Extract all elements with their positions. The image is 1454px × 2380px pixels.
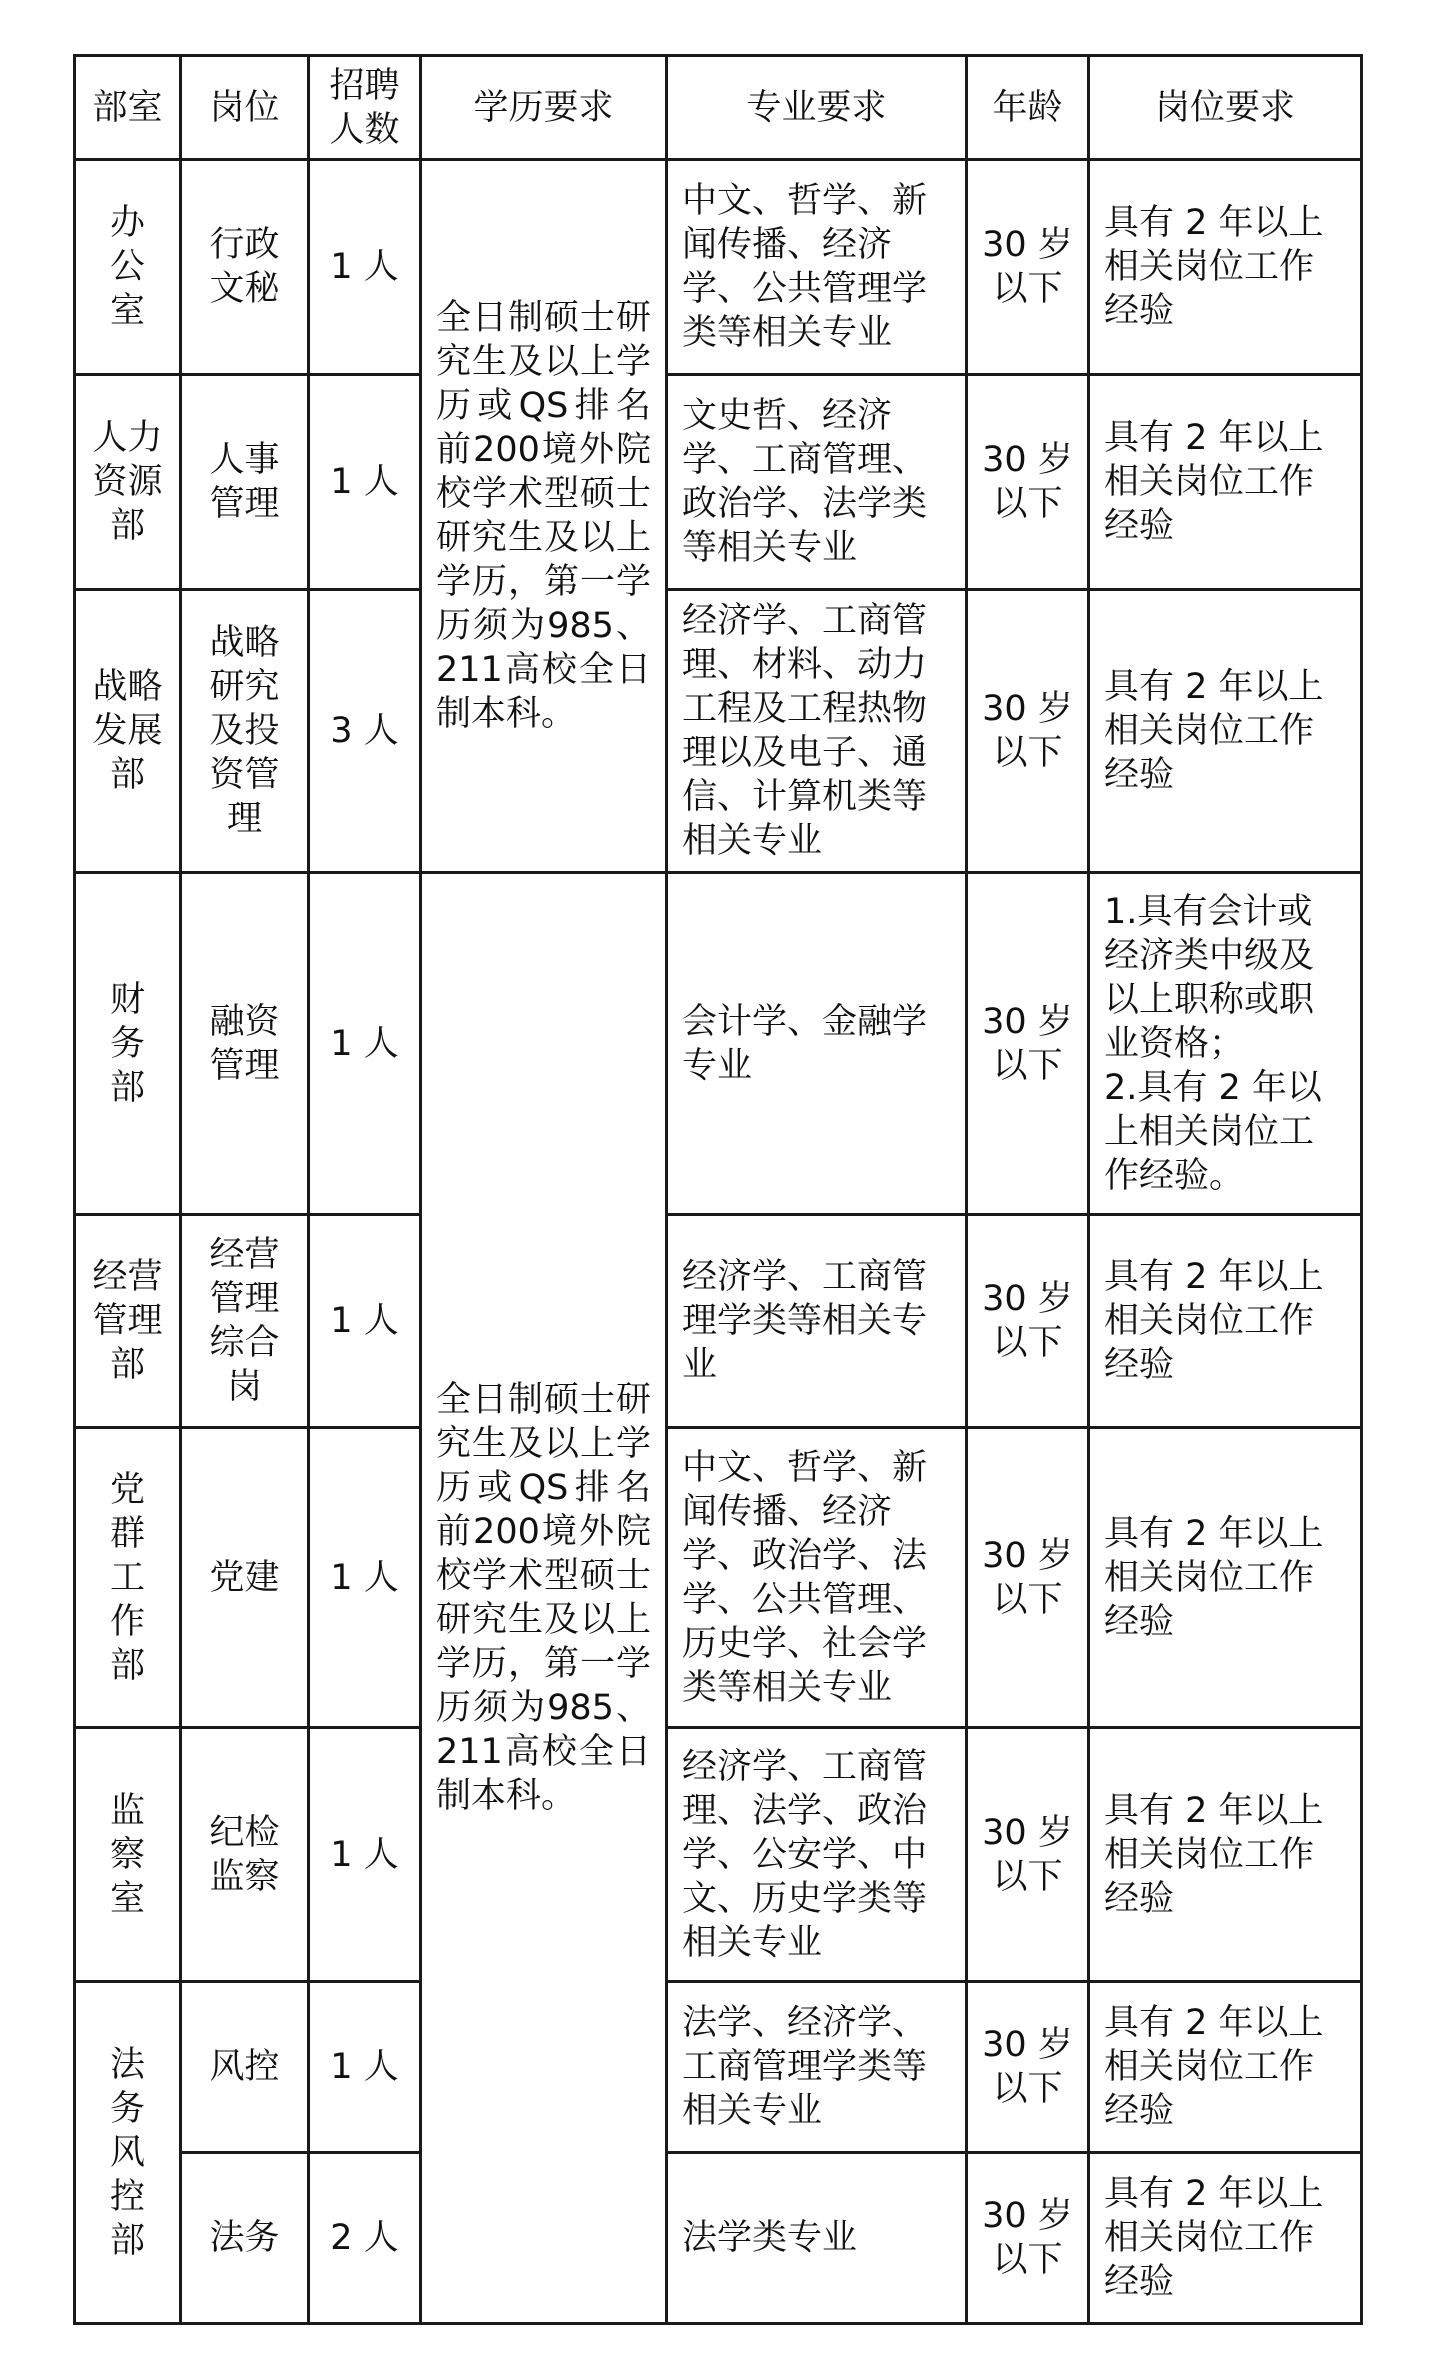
- requirement-cell: 具有 2 年以上相关岗位工作经验: [1089, 375, 1362, 590]
- age-cell: 30 岁 以下: [967, 1215, 1089, 1428]
- header-education: 学历要求: [421, 56, 667, 160]
- post-cell: 法务: [181, 2153, 309, 2324]
- table-row: [75, 160, 1362, 375]
- age-cell: 30 岁 以下: [967, 2153, 1089, 2324]
- dept-cell: 战略 发展 部: [75, 590, 181, 873]
- requirement-cell: 具有 2 年以上相关岗位工作经验: [1089, 1428, 1362, 1728]
- count-cell: 1 人: [309, 1982, 421, 2153]
- table-row: [75, 873, 1362, 1215]
- count-cell: 1 人: [309, 873, 421, 1215]
- post-cell: 战略 研究 及投 资管 理: [181, 590, 309, 873]
- count-cell: 1 人: [309, 375, 421, 590]
- major-cell: 经济学、工商管理、材料、动力工程及工程热物理以及电子、通信、计算机类等相关专业: [667, 590, 967, 873]
- age-cell: 30 岁 以下: [967, 590, 1089, 873]
- requirement-cell: 具有 2 年以上相关岗位工作经验: [1089, 160, 1362, 375]
- count-cell: 3 人: [309, 590, 421, 873]
- dept-cell: 财 务 部: [75, 873, 181, 1215]
- post-cell: 人事 管理: [181, 375, 309, 590]
- post-cell: 融资 管理: [181, 873, 309, 1215]
- table-row: [75, 590, 1362, 873]
- table-row: [75, 2153, 1362, 2324]
- header-count: 招聘 人数: [309, 56, 421, 160]
- table-row: [75, 1728, 1362, 1982]
- education-cell: 全日制硕士研究生及以上学历或QS排名前200境外院校学术型硕士研究生及以上学历，第一学历须为985、211高校全日制本科。: [421, 160, 667, 873]
- header-dept: 部室: [75, 56, 181, 160]
- major-cell: 中文、哲学、新闻传播、经济学、公共管理学类等相关专业: [667, 160, 967, 375]
- education-cell: 全日制硕士研究生及以上学历或QS排名前200境外院校学术型硕士研究生及以上学历，第一学历须为985、211高校全日制本科。: [421, 873, 667, 2324]
- count-cell: 1 人: [309, 1428, 421, 1728]
- major-cell: 经济学、工商管理学类等相关专业: [667, 1215, 967, 1428]
- requirement-cell: 具有 2 年以上相关岗位工作经验: [1089, 1728, 1362, 1982]
- table-row: [75, 1215, 1362, 1428]
- recruitment-table: [73, 54, 1363, 2325]
- age-cell: 30 岁 以下: [967, 1982, 1089, 2153]
- header-major: 专业要求: [667, 56, 967, 160]
- major-cell: 法学类专业: [667, 2153, 967, 2324]
- age-cell: 30 岁 以下: [967, 873, 1089, 1215]
- major-cell: 中文、哲学、新闻传播、经济学、政治学、法学、公共管理、历史学、社会学类等相关专业: [667, 1428, 967, 1728]
- post-cell: 党建: [181, 1428, 309, 1728]
- header-age: 年龄: [967, 56, 1089, 160]
- requirement-cell: 具有 2 年以上相关岗位工作经验: [1089, 1982, 1362, 2153]
- header-row: [75, 56, 1362, 160]
- requirement-cell: 1.具有会计或经济类中级及以上职称或职业资格； 2.具有 2 年以上相关岗位工作经验。: [1089, 873, 1362, 1215]
- major-cell: 经济学、工商管理、法学、政治学、公安学、中文、历史学类等相关专业: [667, 1728, 967, 1982]
- major-cell: 法学、经济学、工商管理学类等相关专业: [667, 1982, 967, 2153]
- table-row: [75, 1428, 1362, 1728]
- major-cell: 会计学、金融学专业: [667, 873, 967, 1215]
- post-cell: 行政 文秘: [181, 160, 309, 375]
- dept-cell: 办 公 室: [75, 160, 181, 375]
- count-cell: 1 人: [309, 1215, 421, 1428]
- post-cell: 风控: [181, 1982, 309, 2153]
- count-cell: 2 人: [309, 2153, 421, 2324]
- age-cell: 30 岁 以下: [967, 1728, 1089, 1982]
- post-cell: 纪检 监察: [181, 1728, 309, 1982]
- dept-cell: 党 群 工 作 部: [75, 1428, 181, 1728]
- age-cell: 30 岁 以下: [967, 160, 1089, 375]
- requirement-cell: 具有 2 年以上相关岗位工作经验: [1089, 590, 1362, 873]
- dept-cell: 人力 资源 部: [75, 375, 181, 590]
- table-row: [75, 375, 1362, 590]
- count-cell: 1 人: [309, 1728, 421, 1982]
- header-post: 岗位: [181, 56, 309, 160]
- age-cell: 30 岁 以下: [967, 1428, 1089, 1728]
- major-cell: 文史哲、经济学、工商管理、政治学、法学类等相关专业: [667, 375, 967, 590]
- requirement-cell: 具有 2 年以上相关岗位工作经验: [1089, 1215, 1362, 1428]
- dept-cell: 法 务 风 控 部: [75, 1982, 181, 2324]
- header-requirement: 岗位要求: [1089, 56, 1362, 160]
- count-cell: 1 人: [309, 160, 421, 375]
- post-cell: 经营 管理 综合 岗: [181, 1215, 309, 1428]
- age-cell: 30 岁 以下: [967, 375, 1089, 590]
- table-row: [75, 1982, 1362, 2153]
- requirement-cell: 具有 2 年以上相关岗位工作经验: [1089, 2153, 1362, 2324]
- dept-cell: 监 察 室: [75, 1728, 181, 1982]
- dept-cell: 经营 管理 部: [75, 1215, 181, 1428]
